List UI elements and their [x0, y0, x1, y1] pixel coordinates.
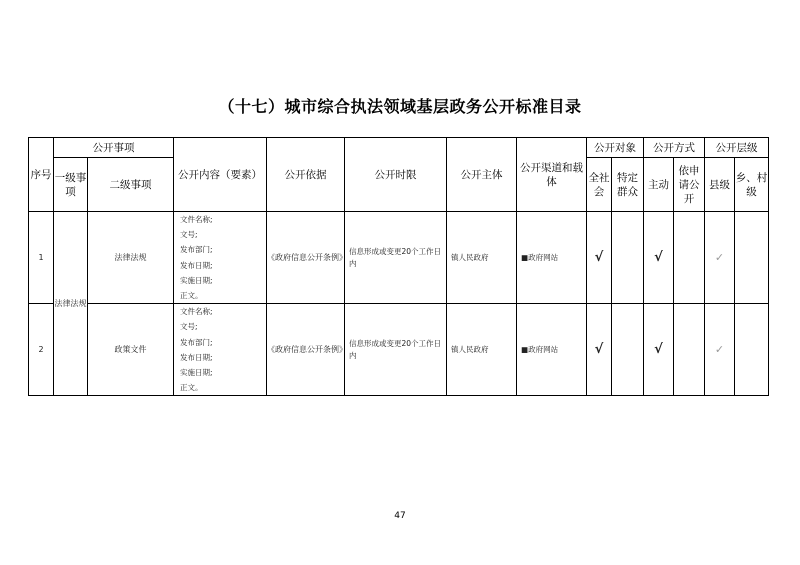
header-target-specific: 特定群众	[612, 158, 644, 212]
header-level-group: 公开层级	[705, 138, 769, 158]
content-element: 正文。	[180, 383, 203, 393]
content-element: 正文。	[180, 291, 203, 301]
content-element: 发布日期;	[180, 260, 213, 270]
content-element: 实施日期;	[180, 275, 213, 285]
page-title: （十七）城市综合执法领域基层政务公开标准目录	[218, 97, 582, 116]
header-method-request: 依申请公开	[674, 158, 705, 212]
header-basis: 公开依据	[267, 138, 345, 212]
content-element: 文号;	[180, 322, 198, 332]
page-number: 47	[394, 511, 406, 521]
header-level1: 一级事项	[54, 158, 88, 212]
header-level-county: 县级	[705, 158, 735, 212]
row-level2: 政策文件	[88, 304, 174, 396]
content-element: 发布部门;	[180, 245, 213, 255]
row-seq: 1	[29, 212, 54, 304]
header-matters-group: 公开事项	[54, 138, 174, 158]
header-level-town: 乡、村级	[735, 158, 769, 212]
check-target-all: √	[587, 212, 612, 304]
header-subject: 公开主体	[447, 138, 517, 212]
row-seq: 2	[29, 304, 54, 396]
check-target-specific	[612, 304, 644, 396]
content-element: 文号;	[180, 230, 198, 240]
row-basis: 《政府信息公开条例》	[267, 304, 345, 396]
header-target-all: 全社会	[587, 158, 612, 212]
row-subject: 镇人民政府	[447, 212, 517, 304]
header-method-group: 公开方式	[644, 138, 705, 158]
level1-item: 法律法规	[54, 212, 88, 396]
row-basis: 《政府信息公开条例》	[267, 212, 345, 304]
check-method-active: √	[644, 212, 674, 304]
header-method-active: 主动	[644, 158, 674, 212]
content-element: 发布日期;	[180, 352, 213, 362]
content-element: 文件名称;	[180, 215, 213, 224]
row-time-limit: 信息形成或变更20个工作日内	[345, 212, 447, 304]
table-row	[29, 304, 769, 396]
check-method-request	[674, 304, 705, 396]
row-level2: 法律法规	[88, 212, 174, 304]
header-seq: 序号	[29, 138, 54, 212]
header-channel: 公开渠道和载体	[517, 138, 587, 212]
row-content	[174, 304, 267, 396]
content-element: 实施日期;	[180, 368, 213, 378]
check-level-county: ✓	[705, 212, 735, 304]
content-element: 文件名称;	[180, 307, 213, 317]
header-target-group: 公开对象	[587, 138, 644, 158]
standard-catalog-table	[28, 137, 769, 396]
check-target-all: √	[587, 304, 612, 396]
check-target-specific	[612, 212, 644, 304]
check-level-town	[735, 212, 769, 304]
check-level-county: ✓	[705, 304, 735, 396]
row-channel: ■政府网站	[517, 212, 587, 304]
row-subject: 镇人民政府	[447, 304, 517, 396]
header-content: 公开内容（要素）	[174, 138, 267, 212]
content-element: 发布部门;	[180, 337, 213, 347]
header-level2: 二级事项	[88, 158, 174, 212]
check-level-town	[735, 304, 769, 396]
check-method-request	[674, 212, 705, 304]
row-channel: ■政府网站	[517, 304, 587, 396]
row-time-limit: 信息形成或变更20个工作日内	[345, 304, 447, 396]
table-row	[29, 212, 769, 304]
row-content	[174, 212, 267, 304]
check-method-active: √	[644, 304, 674, 396]
header-time-limit: 公开时限	[345, 138, 447, 212]
